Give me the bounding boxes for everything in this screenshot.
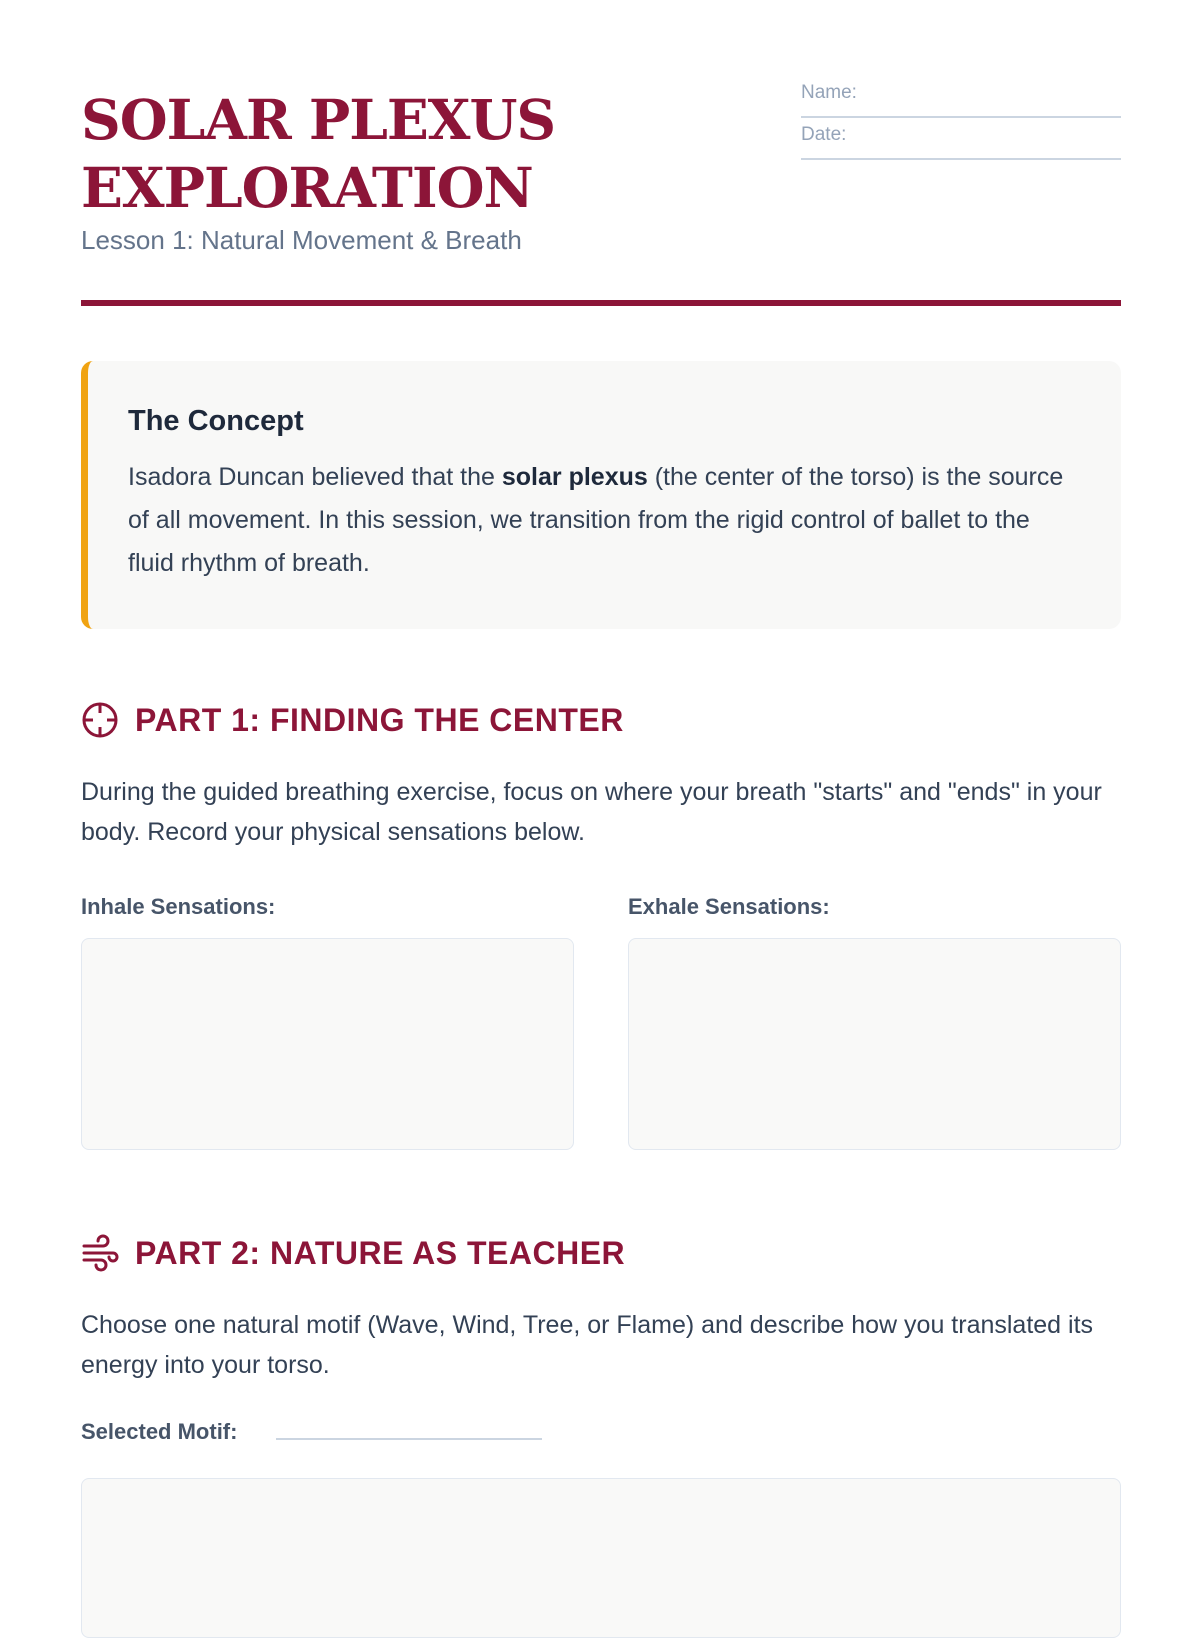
title-line-1: SOLAR PLEXUS: [81, 87, 556, 152]
page-title: [81, 86, 701, 222]
concept-heading: The Concept: [128, 405, 304, 437]
part2-header: [81, 1234, 625, 1272]
motif-input-line[interactable]: [276, 1438, 542, 1440]
inhale-label: Inhale Sensations:: [81, 894, 276, 919]
concept-text-after: (the center of the torso) is the source of all movement. In this session, we transition from the rigid control of ballet to the fluid rhythm of breath.: [128, 463, 1064, 577]
exhale-response-box[interactable]: [628, 938, 1121, 1150]
part2-title: PART 2: NATURE AS TEACHER: [135, 1234, 626, 1271]
worksheet-page: [81, 0, 1121, 1444]
name-field[interactable]: [801, 78, 1121, 118]
part1-instructions: During the guided breathing exercise, focus on where your breath "starts" and "ends" in your body. Record your physical sensations below.: [81, 778, 1102, 846]
motif-label: Selected Motif:: [81, 1419, 238, 1444]
crosshair-icon: [81, 701, 119, 739]
worksheet-header: [81, 0, 1121, 310]
exhale-label: Exhale Sensations:: [628, 894, 830, 919]
date-label: Date:: [801, 124, 847, 145]
concept-text: [128, 456, 1081, 585]
part1-title: PART 1: FINDING THE CENTER: [135, 701, 624, 738]
part1-header: [81, 701, 624, 739]
student-meta: [801, 78, 1121, 162]
wind-icon: [81, 1234, 119, 1272]
concept-text-bold: solar plexus: [501, 463, 648, 491]
header-divider: [81, 300, 1121, 306]
motif-response-box[interactable]: [81, 1478, 1121, 1638]
concept-text-before: Isadora Duncan believed that the: [128, 463, 502, 491]
part2-instructions: Choose one natural motif (Wave, Wind, Tree, or Flame) and describe how you translated its energy into your torso.: [81, 1311, 1094, 1379]
title-line-2: EXPLORATION: [81, 155, 533, 220]
name-label: Name:: [801, 82, 857, 103]
concept-callout: [81, 361, 1121, 629]
inhale-response-box[interactable]: [81, 938, 574, 1150]
lesson-subtitle: Lesson 1: Natural Movement & Breath: [81, 225, 522, 255]
date-field[interactable]: [801, 120, 1121, 160]
